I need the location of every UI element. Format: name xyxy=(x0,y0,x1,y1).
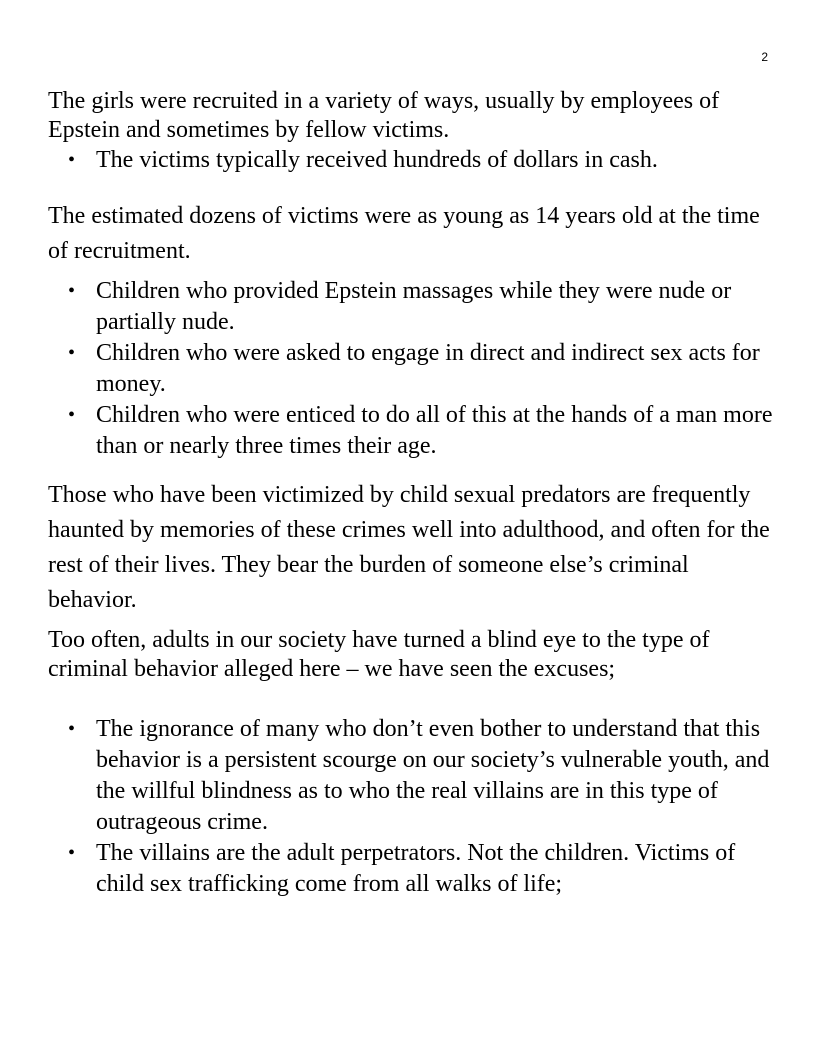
paragraph-recruitment: The girls were recruited in a variety of ways, usually by employees of Epstein and sometimes by fellow victims. xyxy=(48,88,720,143)
list-item xyxy=(48,276,773,338)
bullet-icon: • xyxy=(68,280,76,302)
paragraph-victim-age: The estimated dozens of victims were as young as 14 years old at the time of recruitment. xyxy=(48,203,760,264)
bullet-icon: • xyxy=(68,404,76,426)
list-item-text: The victims typically received hundreds of dollars in cash. xyxy=(96,147,658,173)
list-item-text: Children who provided Epstein massages while they were nude or partially nude. xyxy=(96,278,732,335)
list-item xyxy=(48,338,773,400)
list-item-text: Children who were enticed to do all of this at the hands of a man more than or nearly three times their age. xyxy=(96,402,773,459)
list-item-text: Children who were asked to engage in direct and indirect sex acts for money. xyxy=(96,340,760,397)
list-item xyxy=(48,145,773,176)
bullet-list-payment xyxy=(48,145,773,176)
list-item xyxy=(48,714,773,838)
bullet-icon: • xyxy=(68,842,76,864)
page-number: 2 xyxy=(761,50,768,64)
list-item-text: The ignorance of many who don’t even bother to understand that this behavior is a persistent scourge on our society’s vulnerable youth, and the willful blindness as to who the real villains are in this type of outrageous crime. xyxy=(96,716,770,835)
list-item xyxy=(48,400,773,462)
bullet-icon: • xyxy=(68,149,76,171)
document-body xyxy=(48,87,773,900)
paragraph-lasting-harm: Those who have been victimized by child sexual predators are frequently haunted by memories of these crimes well into adulthood, and often for the rest of their lives. They bear the burden of someone else’s criminal behavior. xyxy=(48,482,770,613)
bullet-list-children xyxy=(48,276,773,462)
bullet-list-excuses xyxy=(48,714,773,900)
list-item-text: The villains are the adult perpetrators. Not the children. Victims of child sex trafficking come from all walks of life; xyxy=(96,840,736,897)
bullet-icon: • xyxy=(68,342,76,364)
bullet-icon: • xyxy=(68,718,76,740)
paragraph-blind-eye: Too often, adults in our society have turned a blind eye to the type of criminal behavior alleged here – we have seen the excuses; xyxy=(48,627,710,682)
list-item xyxy=(48,838,773,900)
